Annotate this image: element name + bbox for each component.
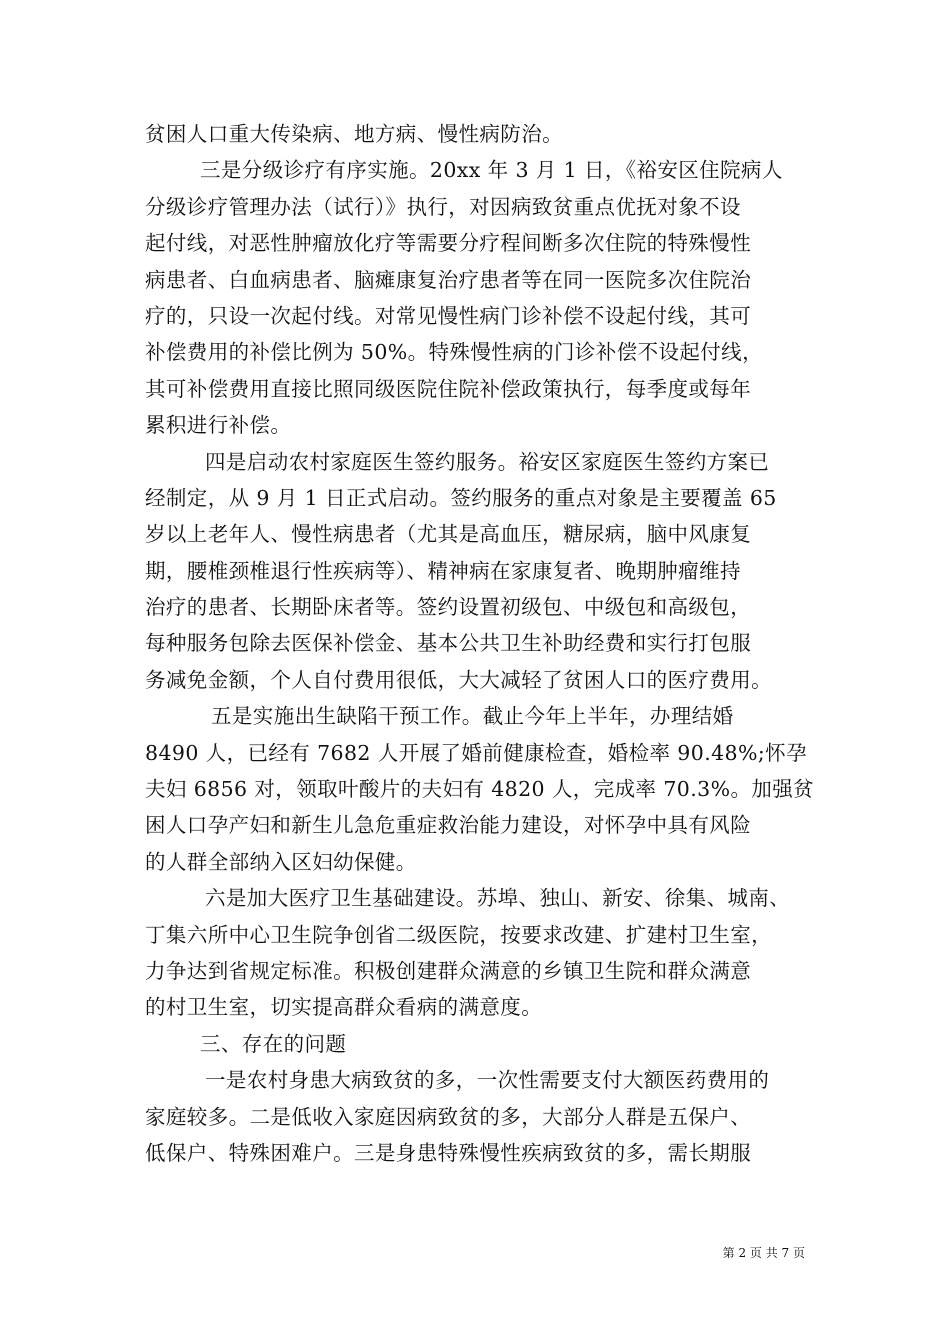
page-number: 第 2 页 共 7 页 (722, 1246, 805, 1260)
text-line: 8490 人，已经有 7682 人开展了婚前健康检查，婚检率 90.48%;怀孕 (145, 740, 807, 765)
text-line: 其可补偿费用直接比照同级医院住院补偿政策执行，每季度或每年 (145, 376, 752, 401)
text-line: 累积进行补偿。 (145, 413, 292, 438)
text-line: 病患者、白血病患者、脑瘫康复治疗患者等在同一医院多次住院治 (145, 267, 752, 292)
text-line: 力争达到省规定标准。积极创建群众满意的乡镇卫生院和群众满意 (145, 958, 752, 983)
text-line: 五是实施出生缺陷干预工作。截止今年上半年，办理结婚 (211, 704, 734, 729)
text-line: 补偿费用的补偿比例为 50%。特殊慢性病的门诊补偿不设起付线， (145, 340, 763, 365)
section-heading: 三、存在的问题 (200, 1031, 347, 1056)
text-line: 三是分级诊疗有序实施。20xx 年 3 月 1 日，《裕安区住院病人 (200, 158, 783, 183)
text-line: 丁集六所中心卫生院争创省二级医院，按要求改建、扩建村卫生室， (145, 922, 772, 947)
text-line: 低保户、特殊困难户。三是身患特殊慢性疾病致贫的多，需长期服 (145, 1140, 752, 1165)
text-line: 起付线，对恶性肿瘤放化疗等需要分疗程间断多次住院的特殊慢性 (145, 231, 752, 256)
text-line: 家庭较多。二是低收入家庭因病致贫的多，大部分人群是五保户、 (145, 1104, 752, 1129)
text-line: 疗的，只设一次起付线。对常见慢性病门诊补偿不设起付线，其可 (145, 303, 752, 328)
text-line: 夫妇 6856 对，领取叶酸片的夫妇有 4820 人，完成率 70.3%。加强贫 (145, 777, 815, 802)
text-line: 每种服务包除去医保补偿金、基本公共卫生补助经费和实行打包服 (145, 631, 752, 656)
text-line: 经制定，从 9 月 1 日正式启动。签约服务的重点对象是主要覆盖 65 (145, 485, 777, 510)
text-line: 分级诊疗管理办法（试行）》执行，对因病致贫重点优抚对象不设 (145, 194, 741, 219)
text-line: 六是加大医疗卫生基础建设。苏埠、独山、新安、徐集、城南、 (205, 886, 791, 911)
text-line: 贫困人口重大传染病、地方病、慢性病防治。 (145, 122, 563, 146)
text-line: 的人群全部纳入区妇幼保健。 (145, 849, 417, 874)
text-line: 治疗的患者、长期卧床者等。签约设置初级包、中级包和高级包， (145, 595, 752, 620)
body-text (145, 116, 815, 1171)
text-line: 一是农村身患大病致贫的多，一次性需要支付大额医药费用的 (205, 1068, 770, 1093)
text-line: 务减免金额，个人自付费用很低，大大减轻了贫困人口的医疗费用。 (145, 667, 772, 692)
text-line: 期，腰椎颈椎退行性疾病等）、精神病在家康复者、晚期肿瘤维持 (145, 558, 741, 583)
text-line: 困人口孕产妇和新生儿急危重症救治能力建设，对怀孕中具有风险 (145, 813, 752, 838)
text-line: 四是启动农村家庭医生签约服务。裕安区家庭医生签约方案已 (205, 449, 770, 474)
text-line: 岁以上老年人、慢性病患者（尤其是高血压，糖尿病，脑中风康复 (145, 522, 752, 547)
text-line: 的村卫生室，切实提高群众看病的满意度。 (145, 995, 543, 1020)
